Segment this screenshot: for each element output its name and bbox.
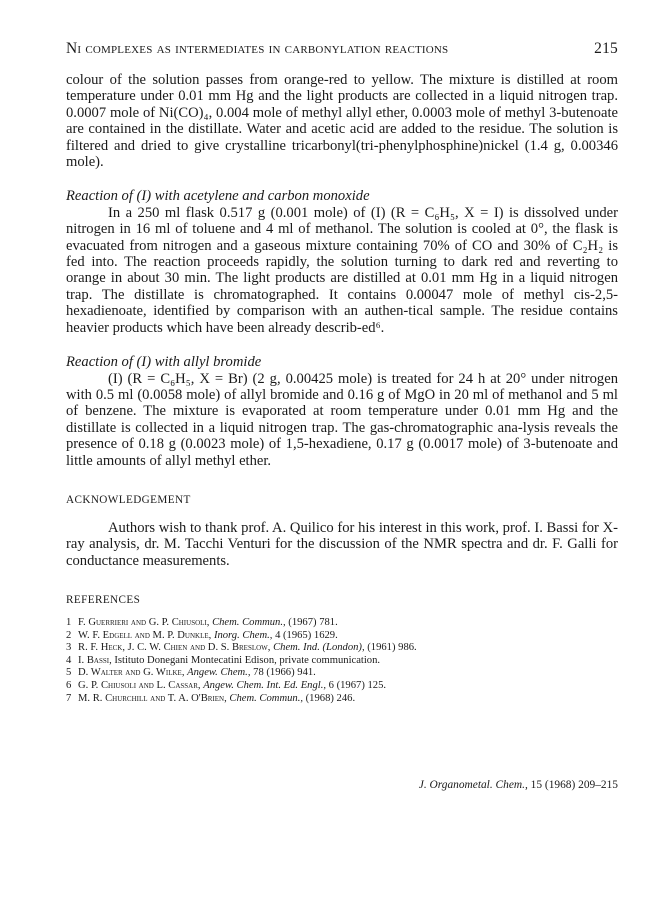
page-number: 215 [594, 40, 618, 57]
reference-item: 1 F. Guerrieri and G. P. Chiusoli, Chem. Commun., (1967) 781. [66, 617, 338, 628]
running-header [66, 40, 618, 62]
reference-item: 2 W. F. Edgell and M. P. Dunkle, Inorg. Chem., 4 (1965) 1629. [66, 629, 338, 641]
reference-item: 6 G. P. Chiusoli and L. Cassar, Angew. Chem. Int. Ed. Engl., 6 (1967) 125. [66, 679, 387, 691]
section-heading-allyl-bromide: Reaction of (I) with allyl bromide [66, 354, 262, 371]
footer-journal: J. Organometal. Chem., [418, 779, 528, 791]
reference-item: 3 R. F. Heck, J. C. W. Chien and D. S. Breslow, Chem. Ind. (London), (1961) 986. [66, 642, 417, 654]
journal-footer [419, 779, 618, 791]
reference-item: 7 M. R. Churchill and T. A. O'Brien, Chem. Commun., (1968) 246. [66, 692, 356, 704]
references-heading: REFERENCES [66, 594, 141, 606]
reference-list [66, 617, 626, 705]
acknowledgement-heading: ACKNOWLEDGEMENT [66, 494, 191, 506]
footer-citation: 15 (1968) 209–215 [530, 779, 618, 791]
reference-item: 4 I. Bassi, Istituto Donegani Montecatini Edison, private communication. [66, 654, 381, 666]
paragraph-acetylene: In a 250 ml flask 0.517 g (0.001 mole) of (I) (R = C₆H₅, X = I) is dissolved under nitrogen in 16 ml of toluene and 4 ml of methanol. The solution is cooled at 0°, the flask is evacuated from nitrogen and a gaseous mixture containing 70% of CO and 30% of C₂H₂ is fed into. The reaction proceeds rapidly, the solution turning to dark red and reverting to orange in about 30 min. The light products are distilled at 0.01 mm Hg in a liquid nitrogen trap. The distillate is chromatographed. It contains 0.00047 mole of methyl cis-2,5-hexadienoate, identified by comparison with an authen-tical sample. The residue contains heavier products which have been already describ-ed⁶. [66, 204, 618, 336]
running-title: Ni complexes as intermediates in carbonylation reactions [66, 40, 449, 57]
acknowledgement-text: Authors wish to thank prof. A. Quilico for his interest in this work, prof. I. Bassi for X-ray analysis, dr. M. Tacchi Venturi for the discussion of the NMR spectra and dr. F. Galli for conductance measurements. [66, 520, 618, 569]
body-text [66, 72, 618, 469]
paragraph-allyl-bromide: (I) (R = C₆H₅, X = Br) (2 g, 0.00425 mole) is treated for 24 h at 20° under nitrogen with 0.5 ml (0.0058 mole) of allyl bromide and 0.16 g of MgO in 20 ml of methanol and 5 ml of benzene. The mixture is evaporated at room temperature under 0.01 mm Hg and the distillate is collected in a liquid nitrogen trap. The gas-chromatographic ana-lysis reveals the presence of 0.18 g (0.0023 mole) of 1,5-hexadiene, 0.17 g (0.0017 mole) of 3-butenoate and little amounts of allyl methyl ether. [66, 370, 618, 469]
section-heading-acetylene: Reaction of (I) with acetylene and carbon monoxide [66, 188, 370, 205]
paragraph-continuation: colour of the solution passes from orange-red to yellow. The mixture is distilled at room temperature under 0.01 mm Hg and the light products are collected in a liquid nitrogen trap. 0.0007 mole of Ni(CO)₄, 0.004 mole of methyl allyl ether, 0.0003 mole of methyl 3-butenoate are contained in the distillate. Water and acetic acid are added to the residue. The solution is filtered and dried to give crystalline tricarbonyl(tri-phenylphosphine)nickel (1.4 g, 0.00346 mole). [66, 72, 618, 171]
reference-item: 5 D. Walter and G. Wilke, Angew. Chem., 78 (1966) 941. [66, 667, 316, 679]
